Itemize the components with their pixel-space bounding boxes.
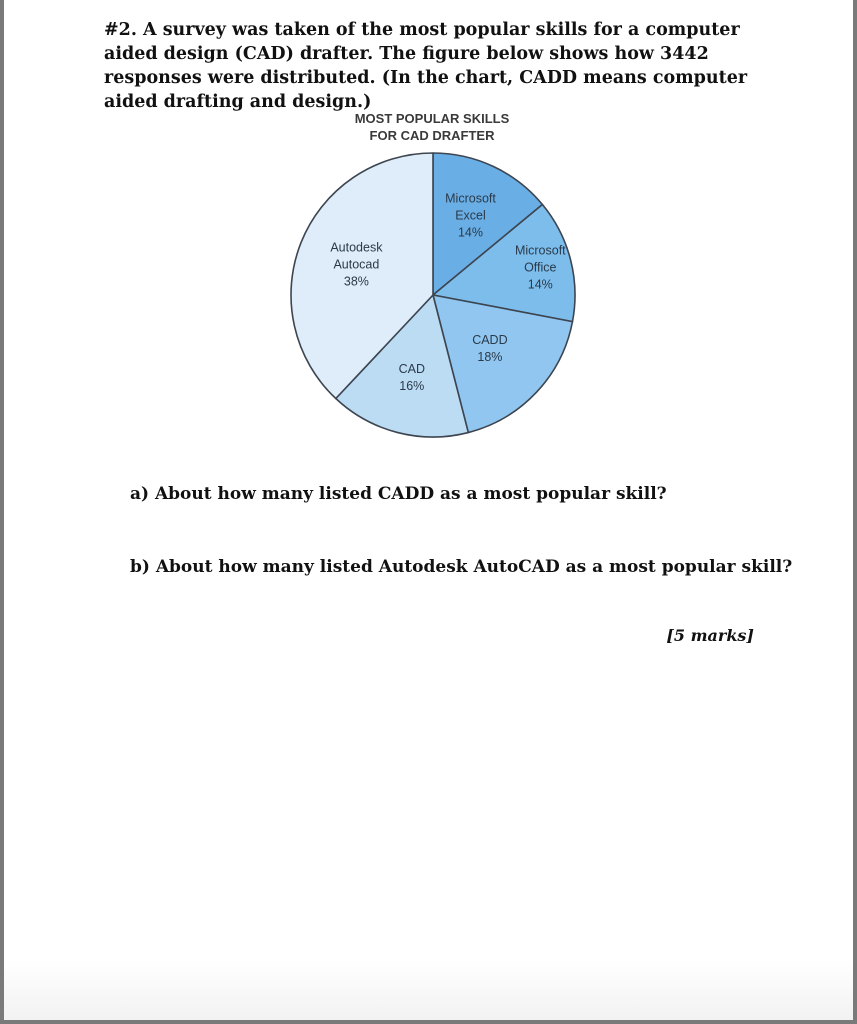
marks-label: [5 marks] — [666, 626, 754, 645]
pie-slice-name: Autocad — [333, 257, 380, 272]
question-part-b: b) About how many listed Autodesk AutoCAD as a most popular skill? — [130, 557, 793, 577]
pie-slice-percent: 16% — [399, 379, 425, 393]
question-part-a: a) About how many listed CADD as a most popular skill? — [130, 484, 667, 504]
chart-title-line-1: MOST POPULAR SKILLS — [354, 111, 510, 126]
pie-slice-percent: 38% — [343, 274, 369, 289]
pie-slice-percent: 14% — [527, 277, 553, 292]
pie-slice-name: CAD — [398, 362, 426, 376]
chart-title — [332, 110, 532, 144]
pie-slice-name: Microsoft — [514, 243, 566, 258]
page-bottom-shadow — [4, 960, 853, 1020]
pie-slice-name: Excel — [455, 208, 486, 223]
pie-slice-name: Microsoft — [445, 191, 496, 206]
pie-slice-name: Autodesk — [330, 240, 383, 255]
question-text: #2. A survey was taken of the most popular skills for a computer aided design (CAD) drafter. The figure below shows how 3442 responses were distributed. (In the chart, CADD means computer aided drafting and design.) — [104, 20, 748, 112]
pie-slice-name: CADD — [472, 333, 508, 347]
pie-chart — [280, 140, 590, 450]
pie-slice-percent: 14% — [457, 225, 484, 240]
pie-slice-percent: 18% — [477, 350, 503, 364]
pie-slice-name: Office — [524, 260, 557, 275]
chart-title-line-2: FOR CAD DRAFTER — [369, 128, 495, 143]
